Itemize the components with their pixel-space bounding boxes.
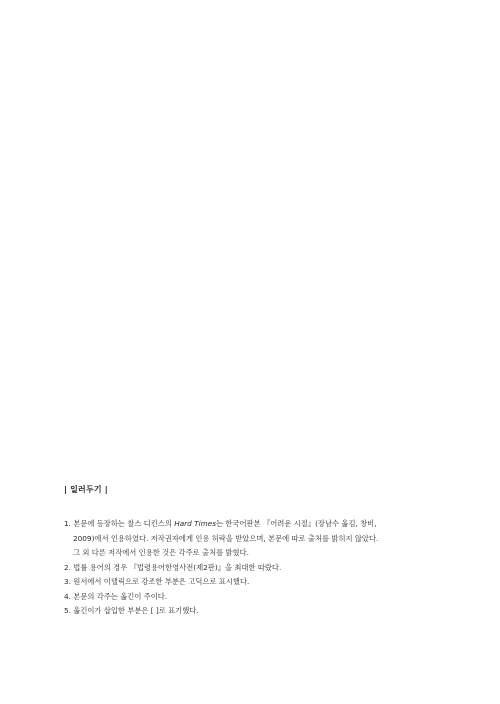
note-1-book-title: Hard Times: [174, 519, 216, 528]
note-number: 3.: [64, 577, 71, 586]
note-1-line-2: 2009)에서 인용하였다. 저작권자에게 인용 허락을 받았으며, 본문에 따로 출처를 밝히지 않았다.: [73, 533, 379, 543]
notes-heading: | 일러두기 |: [64, 485, 108, 494]
note-item-4: [64, 590, 444, 605]
note-5-text: 옮긴이가 삽입한 부분은 [ ]로 표기했다.: [70, 606, 199, 615]
editorial-notes: [64, 484, 444, 619]
note-number: 4.: [64, 591, 71, 601]
note-4-text: 본문의 각주는 옮긴이 주이다.: [70, 591, 168, 601]
note-item-1: [64, 517, 444, 561]
note-1-line-3: 그 외 다른 저작에서 인용한 것은 각주로 출처를 밝혔다.: [73, 548, 249, 557]
note-number: 1.: [64, 519, 71, 528]
note-item-5: [64, 604, 444, 619]
note-1-line-1: [64, 517, 444, 532]
note-item-2: [64, 561, 444, 576]
notes-list: [64, 517, 444, 619]
note-number: 5.: [64, 606, 71, 615]
note-number: 2.: [64, 562, 71, 572]
note-item-3: [64, 575, 444, 590]
note-1-text-a: 본문에 등장하는 찰스 디킨스의: [70, 519, 175, 528]
note-1-text-b: 는 한국어판본 『어려운 시절』(장남수 옮김, 창비,: [216, 519, 377, 528]
note-2-text: 법률 용어의 경우 『법령용어한영사전(제2판)』을 최대한 따랐다.: [70, 562, 282, 572]
note-3-text: 원서에서 이탤릭으로 강조한 부분은 고딕으로 표시했다.: [70, 577, 250, 586]
